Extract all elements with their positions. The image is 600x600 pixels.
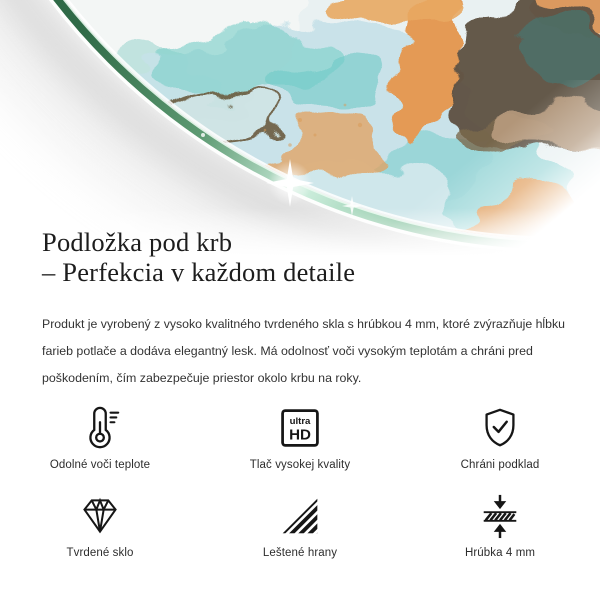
- feature-polished-edges: [200, 490, 400, 578]
- feature-label: Odolné voči teplote: [49, 459, 151, 471]
- page-title-line-2: – Perfekcia v každom detaile: [42, 257, 356, 287]
- svg-text:ultra: ultra: [289, 415, 311, 427]
- page-title-line-1: Podložka pod krb: [42, 227, 233, 257]
- feature-label: Hrúbka 4 mm: [464, 547, 536, 559]
- product-image: [0, 0, 600, 256]
- thickness-icon: [477, 490, 523, 542]
- feature-heat-resistant: [0, 402, 200, 490]
- polished-edges-icon: [278, 490, 322, 542]
- feature-label: Chráni podklad: [460, 459, 540, 471]
- svg-text:HD: HD: [289, 426, 311, 444]
- feature-tempered-glass: [0, 490, 200, 578]
- feature-grid: [0, 402, 600, 578]
- shield-check-icon: [477, 402, 523, 454]
- feature-print-quality: [200, 402, 400, 490]
- description-line: farieb potlače a dodáva elegantný lesk. Má odolnosť voči vysokým teplotám a chráni pred: [42, 344, 533, 358]
- feature-label: Leštené hrany: [262, 547, 338, 559]
- ultra-hd-icon: [278, 402, 322, 454]
- page-title: [42, 227, 355, 287]
- feature-label: Tlač vysokej kvality: [249, 459, 351, 471]
- feature-protects-floor: [400, 402, 600, 490]
- feature-thickness: [400, 490, 600, 578]
- feature-label: Tvrdené sklo: [66, 547, 134, 559]
- description-line: poškodením, čím zabezpečuje priestor okolo krbu na roky.: [42, 371, 362, 385]
- product-description: [42, 311, 569, 392]
- thermometer-icon: [77, 402, 123, 454]
- diamond-icon: [76, 490, 124, 542]
- description-line: Produkt je vyrobený z vysoko kvalitného tvrdeného skla s hrúbkou 4 mm, ktoré zvýrazňuje hĺbku: [42, 317, 565, 331]
